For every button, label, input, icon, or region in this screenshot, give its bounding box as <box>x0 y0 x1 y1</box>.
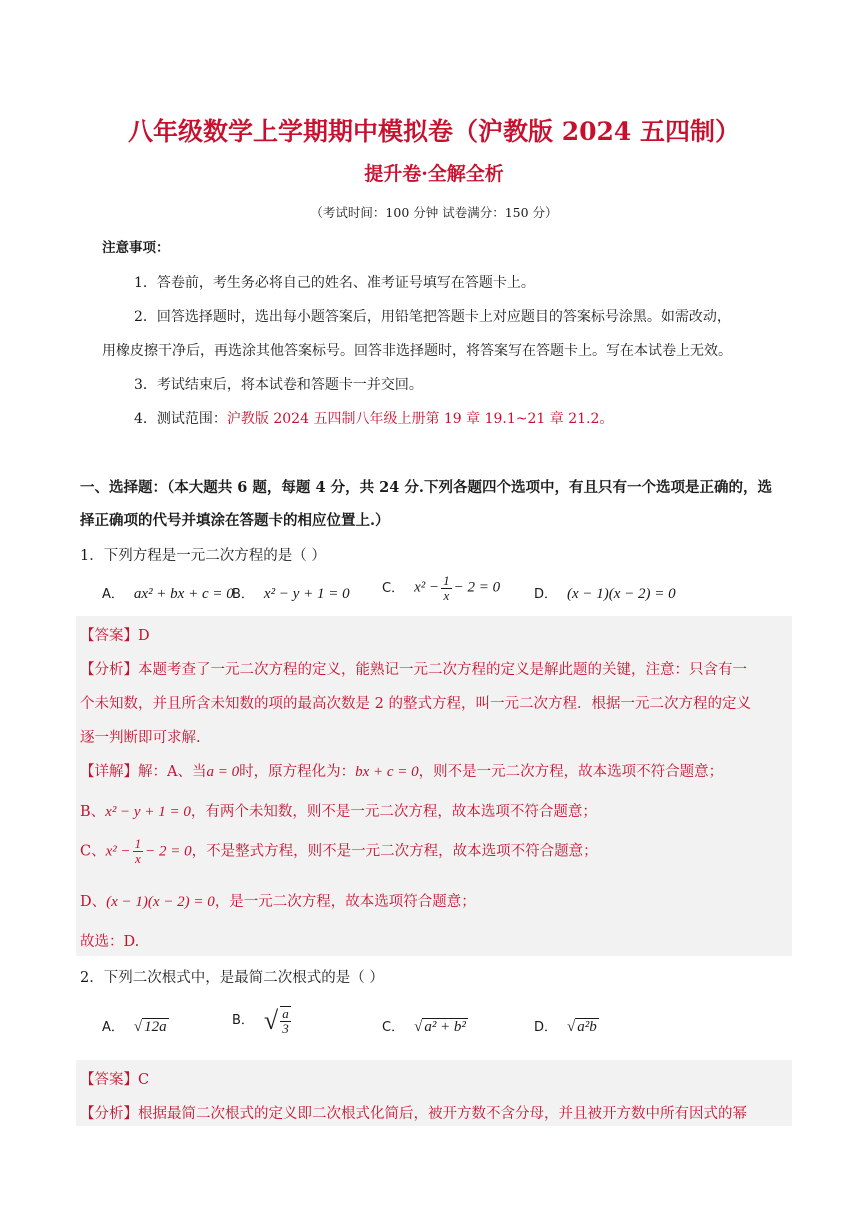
notice-item-2: 2．回答选择题时，选出每小题答案后，用铅笔把答题卡上对应题目的答案标号涂黑。如需改动， <box>134 309 731 325</box>
q1-analysis-line-2: 个未知数，并且所含未知数的项的最高次数是 2 的整式方程，叫一元二次方程．根据一元二次方程的定义 <box>80 696 751 712</box>
q1-detail-a-math-2: bx + c = 0 <box>355 764 419 780</box>
q1-option-c-label: C． <box>382 580 405 596</box>
q1-option-c-post: − 2 = 0 <box>453 579 501 596</box>
q1-detail-d <box>80 890 476 911</box>
radical-sign: √ <box>263 1006 279 1035</box>
q1-detail-c-post: − 2 = 0 <box>145 843 192 860</box>
q2-option-c-radical: √ a² + b² <box>414 1019 466 1035</box>
question-1-stem: 1．下列方程是一元二次方程的是（ ） <box>80 548 326 564</box>
q1-detail-c-pre: x² − <box>105 843 131 860</box>
fraction-denominator: x <box>135 851 141 866</box>
q1-detail-a-text-2: 时，原方程化为： <box>239 764 356 780</box>
fraction-numerator: 1 <box>134 836 142 851</box>
q1-detail-d-math: (x − 1)(x − 2) = 0 <box>106 894 215 910</box>
fraction-denominator: x <box>443 588 450 603</box>
q1-detail-a-text-1: 【详解】解：A、当 <box>80 764 207 780</box>
q1-detail-c-fraction <box>133 837 144 866</box>
notice-item-2-cont: 用橡皮擦干净后，再选涂其他答案标号。回答非选择题时，将答案写在答题卡上。写在本试卷上无效。 <box>102 343 732 359</box>
q2-option-a-label: A． <box>102 1020 124 1035</box>
fraction-denominator: 3 <box>282 1021 289 1036</box>
q1-conclusion: 故选：D. <box>80 934 140 950</box>
q1-detail-b-math: x² − y + 1 = 0 <box>105 804 191 820</box>
section-1-heading-line-2: 择正确项的代号并填涂在答题卡的相应位置上.） <box>80 512 390 529</box>
q2-option-d <box>534 1016 599 1036</box>
q2-option-c <box>382 1016 468 1036</box>
q1-option-c <box>382 574 500 603</box>
notice-item-4-prefix: 4．测试范围： <box>134 411 227 427</box>
q1-detail-c <box>80 837 598 866</box>
q1-option-d-expr: (x − 1)(x − 2) = 0 <box>567 586 676 602</box>
notice-item-3: 3．考试结束后，将本试卷和答题卡一并交回。 <box>134 377 423 393</box>
q1-detail-d-text-2: ，是一元二次方程，故本选项符合题意； <box>214 894 476 910</box>
q1-detail-a <box>80 760 723 781</box>
fraction-numerator: a <box>282 1006 289 1021</box>
radicand: a² + b² <box>424 1019 466 1035</box>
radicand: 12a <box>144 1019 167 1035</box>
q1-analysis-line-3: 逐一判断即可求解. <box>80 730 201 746</box>
fraction-numerator: 1 <box>443 573 450 588</box>
q2-option-d-label: D． <box>534 1020 558 1035</box>
question-2-stem: 2．下列二次根式中，是最简二次根式的是（ ） <box>80 970 384 986</box>
q2-analysis-line-1: 【分析】根据最简二次根式的定义即二次根式化简后，被开方数不含分母，并且被开方数中所有因式的幂 <box>80 1106 747 1122</box>
q1-option-c-pre: x² − <box>414 579 440 596</box>
q1-answer: 【答案】D <box>80 628 150 644</box>
q2-option-b-label: B． <box>232 1013 254 1029</box>
q1-option-a-label: A． <box>102 587 124 602</box>
q2-option-d-radical: √ a²b <box>567 1019 597 1035</box>
notice-item-4 <box>134 408 613 428</box>
q2-option-b-fraction <box>280 1006 291 1036</box>
page-subtitle: 提升卷·全解全析 <box>364 163 504 185</box>
q1-analysis-line-1: 【分析】本题考查了一元二次方程的定义，能熟记一元二次方程的定义是解此题的关键，注意：只含有一 <box>80 662 747 678</box>
radicand: a²b <box>577 1019 597 1035</box>
q2-option-b <box>232 1006 293 1036</box>
page-title: 八年级数学上学期期中模拟卷（沪教版 2024 五四制） <box>128 117 740 146</box>
notice-heading: 注意事项： <box>102 240 170 256</box>
q2-option-a <box>102 1016 169 1036</box>
q2-answer: 【答案】C <box>80 1072 150 1088</box>
q1-detail-c-text-2: ，不是整式方程，则不是一元二次方程，故本选项不符合题意； <box>191 843 598 860</box>
q1-option-a <box>102 583 234 603</box>
exam-meta: （考试时间：100 分钟 试卷满分：150 分） <box>310 205 558 220</box>
q1-option-a-expr: ax² + bx + c = 0 <box>133 586 234 602</box>
section-1-heading-line-1: 一、选择题：（本大题共 6 题，每题 4 分，共 24 分.下列各题四个选项中，有且只有一个选项是正确的，选 <box>80 479 772 496</box>
q1-detail-a-math-1: a = 0 <box>206 764 240 780</box>
notice-item-1: 1．答卷前，考生务必将自己的姓名、准考证号填写在答题卡上。 <box>134 275 535 291</box>
q1-detail-b-text-1: B、 <box>80 804 106 820</box>
q2-option-c-label: C． <box>382 1020 405 1035</box>
notice-test-range: 沪教版 2024 五四制八年级上册第 19 章 19.1~21 章 21.2。 <box>226 411 614 427</box>
q2-option-a-radical: √ 12a <box>133 1019 167 1035</box>
q1-detail-b <box>80 800 597 821</box>
q1-option-d-label: D． <box>534 587 558 602</box>
q1-option-d <box>534 583 676 603</box>
q1-detail-b-text-2: ，有两个未知数，则不是一元二次方程，故本选项不符合题意； <box>190 804 597 820</box>
q1-option-b <box>232 583 350 603</box>
q1-detail-c-text-1: C、 <box>80 843 106 860</box>
q1-detail-a-text-3: ，则不是一元二次方程，故本选项不符合题意； <box>418 764 724 780</box>
q1-detail-d-text-1: D、 <box>80 894 107 910</box>
q1-option-b-label: B． <box>232 587 254 602</box>
q1-option-b-expr: x² − y + 1 = 0 <box>263 586 350 602</box>
q1-option-c-fraction <box>441 574 452 603</box>
